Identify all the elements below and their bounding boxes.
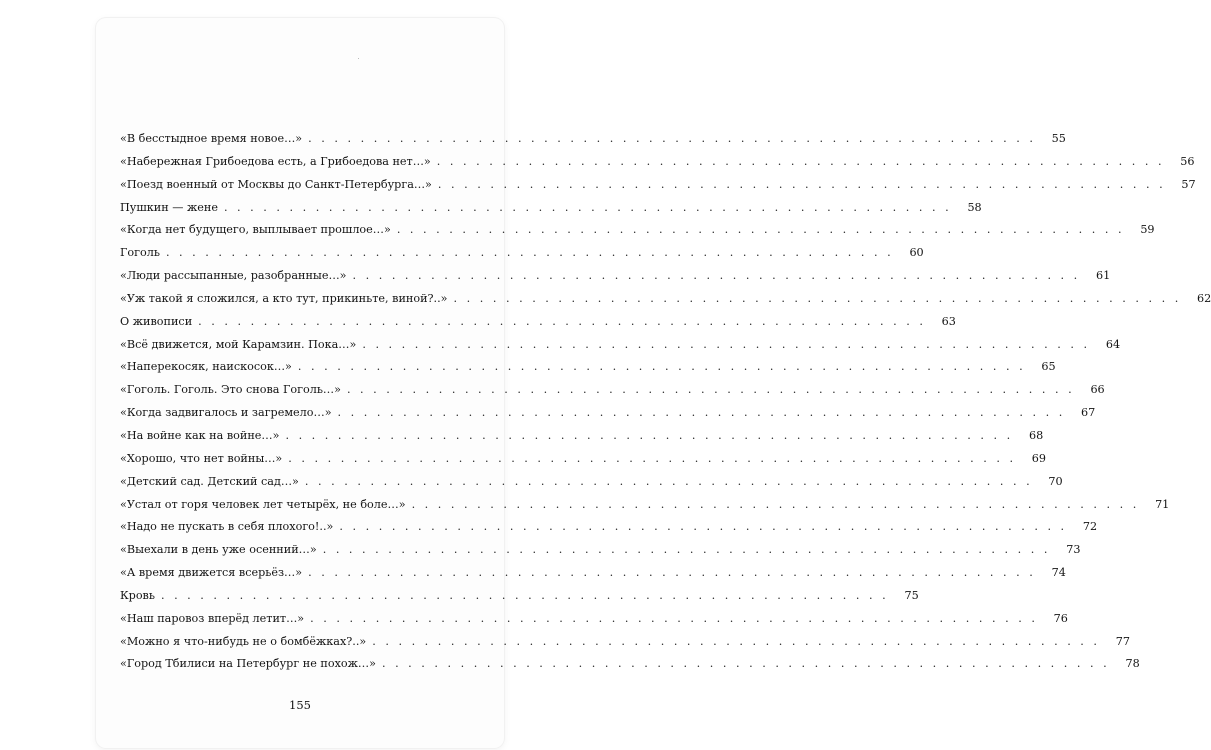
toc-entry-title: «Наперекосяк, наискосок…» <box>120 360 292 374</box>
toc-entry-title: «Поезд военный от Москвы до Санкт-Петербурга…» <box>120 177 432 191</box>
toc-entry <box>120 174 1196 197</box>
toc-entry-page: 65 <box>1041 360 1056 374</box>
toc-entry-title: «Город Тбилиси на Петербург не похож…» <box>120 657 376 671</box>
dot-leader <box>310 608 1038 631</box>
table-of-contents <box>120 128 1211 676</box>
dot-leader <box>372 631 1100 654</box>
toc-entry-title: «Уж такой я сложился, а кто тут, прикиньте, виной?..» <box>120 291 448 305</box>
dot-leader <box>412 494 1140 517</box>
toc-entry <box>120 448 1047 471</box>
toc-entry-page: 58 <box>967 200 982 214</box>
dot-leader <box>339 516 1067 539</box>
toc-entry <box>120 494 1170 517</box>
toc-entry-title: «Надо не пускать в себя плохого!..» <box>120 520 334 534</box>
toc-entry-title: «А время движется всерьёз…» <box>120 566 303 580</box>
toc-entry <box>120 653 1140 676</box>
toc-entry <box>120 516 1098 539</box>
toc-entry-title: «На войне как на войне…» <box>120 428 280 442</box>
dot-leader <box>224 197 952 220</box>
toc-entry-title: «Когда задвигалось и загремело…» <box>120 406 332 420</box>
toc-entry-page: 75 <box>904 588 919 602</box>
toc-entry-page: 70 <box>1048 474 1063 488</box>
toc-entry-title: «Люди рассыпанные, разобранные…» <box>120 269 347 283</box>
dot-leader <box>161 585 889 608</box>
dot-leader <box>347 379 1075 402</box>
toc-entry-page: 72 <box>1082 520 1098 534</box>
toc-entry <box>120 265 1111 288</box>
toc-entry <box>120 608 1068 631</box>
dot-leader <box>298 356 1026 379</box>
toc-entry-page: 55 <box>1051 132 1066 145</box>
toc-entry <box>120 585 919 608</box>
toc-entry-title: О живописи <box>120 314 193 328</box>
toc-entry <box>120 242 924 265</box>
dot-leader <box>308 562 1036 585</box>
toc-entry-title: «Гоголь. Гоголь. Это снова Гоголь…» <box>120 383 341 397</box>
toc-entry-page: 71 <box>1155 497 1170 511</box>
toc-entry-title: «Выехали в день уже осенний…» <box>120 543 317 557</box>
toc-entry-page: 61 <box>1095 269 1111 283</box>
dot-leader <box>323 539 1051 562</box>
toc-entry-page: 62 <box>1197 291 1211 305</box>
dot-leader <box>198 311 926 334</box>
toc-entry-page: 60 <box>909 246 924 260</box>
dot-leader <box>288 448 1016 471</box>
toc-entry-title: «Когда нет будущего, выплывает прошлое…» <box>120 223 391 237</box>
toc-entry-title: «Детский сад. Детский сад…» <box>120 474 299 488</box>
dot-leader <box>338 402 1066 425</box>
toc-entry-title: «Набережная Грибоедова есть, а Грибоедова нет…» <box>120 154 431 168</box>
dot-leader <box>166 242 894 265</box>
toc-entry <box>120 356 1056 379</box>
page-speck <box>358 58 359 59</box>
toc-entry <box>120 631 1130 654</box>
toc-entry <box>120 128 1066 151</box>
dot-leader <box>285 425 1013 448</box>
toc-entry <box>120 425 1044 448</box>
toc-entry-page: 74 <box>1051 566 1066 580</box>
toc-entry-title: «Наш паровоз вперёд летит…» <box>120 611 305 625</box>
toc-entry-page: 78 <box>1125 657 1140 671</box>
toc-entry-page: 57 <box>1181 177 1196 191</box>
dot-leader <box>305 471 1033 494</box>
dot-leader <box>362 334 1090 357</box>
dot-leader <box>397 219 1125 242</box>
toc-entry-title: «Всё движется, мой Карамзин. Пока…» <box>120 337 357 351</box>
toc-entry-title: «Хорошо, что нет войны…» <box>120 451 283 465</box>
toc-entry-page: 77 <box>1115 634 1130 648</box>
toc-entry <box>120 288 1211 311</box>
toc-entry <box>120 151 1195 174</box>
toc-entry-page: 67 <box>1081 406 1096 420</box>
toc-entry <box>120 219 1155 242</box>
toc-entry <box>120 379 1105 402</box>
toc-entry-page: 56 <box>1180 154 1195 168</box>
toc-entry <box>120 402 1096 425</box>
toc-entry-page: 59 <box>1140 223 1155 237</box>
toc-entry-page: 63 <box>941 314 956 328</box>
toc-entry-title: «Устал от горя человек лет четырёх, не боле…» <box>120 497 406 511</box>
toc-entry-page: 73 <box>1066 543 1081 557</box>
toc-entry-title: «Можно я что-нибудь не о бомбёжках?..» <box>120 634 367 648</box>
toc-entry-page: 68 <box>1028 428 1044 442</box>
toc-entry <box>120 311 956 334</box>
toc-entry <box>120 334 1121 357</box>
dot-leader <box>454 288 1182 311</box>
toc-entry <box>120 197 982 220</box>
toc-entry <box>120 471 1063 494</box>
toc-entry-title: Гоголь <box>120 246 160 260</box>
dot-leader <box>382 653 1110 676</box>
toc-entry-title: Кровь <box>120 588 155 602</box>
toc-entry-title: «В бесстыдное время новое…» <box>120 132 303 145</box>
toc-entry-page: 64 <box>1105 337 1121 351</box>
dot-leader <box>308 128 1036 151</box>
toc-entry <box>120 562 1066 585</box>
toc-entry-page: 66 <box>1090 383 1105 397</box>
toc-entry <box>120 539 1081 562</box>
toc-entry-page: 69 <box>1031 451 1047 465</box>
toc-entry-title: Пушкин — жене <box>120 200 218 214</box>
dot-leader <box>438 174 1166 197</box>
dot-leader <box>352 265 1080 288</box>
page-number: 155 <box>289 698 311 712</box>
dot-leader <box>437 151 1165 174</box>
toc-entry-page: 76 <box>1053 611 1068 625</box>
